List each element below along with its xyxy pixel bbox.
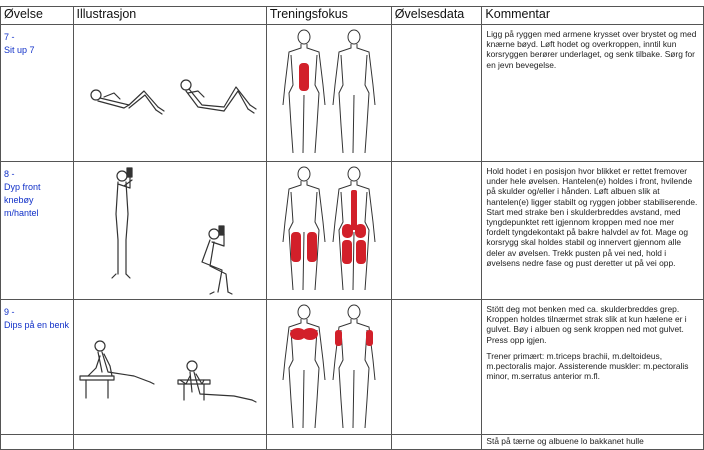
header-exercise: Øvelse: [1, 7, 74, 25]
illustration-cell: [73, 300, 266, 435]
exercise-data-cell: [391, 300, 482, 435]
table-row: [1, 162, 704, 300]
next-row-comment-fragment: Stå på tærne og albuene lo bakkanet hulle: [486, 436, 644, 446]
header-comment: Kommentar: [482, 7, 704, 25]
exercise-number: 9 -: [4, 307, 15, 317]
header-illustration: Illustrasjon: [73, 7, 266, 25]
illustration-cell: [73, 25, 266, 162]
exercise-number: 7 -: [4, 32, 15, 42]
exercise-name: Dips på en benk: [4, 320, 70, 330]
situp-illustration: [74, 25, 266, 161]
table-row-partial: [1, 435, 704, 450]
legs-focus-figure: [267, 162, 391, 299]
exercise-data-cell: [391, 25, 482, 162]
chest-triceps-focus-figure: [267, 300, 391, 434]
comment-text: Ligg på ryggen med armene krysset over brystet og med knærne bøyd. Løft hodet og overkroppen, inntil kun korsryggen berører underlaget, og senk tilbake. Sørg for en jevn bevegelse.: [486, 29, 697, 70]
comment-cell: [482, 162, 704, 300]
illustration-cell: [73, 162, 266, 300]
abdominals-focus-figure: [267, 25, 391, 161]
header-training-focus: Treningsfokus: [266, 7, 391, 25]
table-row: [1, 25, 704, 162]
exercise-number: 8 -: [4, 169, 15, 179]
training-focus-cell: [266, 300, 391, 435]
bench-dips-illustration: [74, 300, 266, 434]
exercise-cell: [1, 300, 74, 435]
exercise-cell: [1, 162, 74, 300]
training-focus-cell: [266, 25, 391, 162]
comment-cell: [482, 25, 704, 162]
table-row: [1, 300, 704, 435]
comment-text: Hold hodet i en posisjon hvor blikket er rettet fremover under hele øvelsen. Hantelen(e) holdes i front, hvilende på skulder og/eller i hånden. Løft albuen slik at hantelen(e) ligger stabilt og ryggen jobber stabiliserende. Start med strake ben i skulderbreddes avstand, med tyngdepunktet rett igjennom kroppen med noe mer fordelt tyngdekontakt på bakre halvdel av fot. Mage og korsrygg skal holdes stabil og innervert gjennom alle deler av øvelsen. Trekk pusten på vei ned, hold i øvelsens nedre fase og pust deretter ut på vei opp.: [486, 166, 698, 268]
exercise-table: [0, 6, 704, 450]
exercise-cell: [1, 25, 74, 162]
exercise-name: Sit up 7: [4, 45, 35, 55]
training-focus-cell: [266, 162, 391, 300]
comment-cell: [482, 300, 704, 435]
front-squat-illustration: [74, 162, 266, 299]
exercise-name: Dyp front knebøy m/hantel: [4, 182, 41, 218]
table-header-row: [1, 7, 704, 25]
header-exercise-data: Øvelsesdata: [391, 7, 482, 25]
comment-muscles-text: Trener primært: m.triceps brachii, m.deltoideus, m.pectoralis major. Assisterende muskler: m.pectoralis minor, m.serratus anterior m.fl.: [486, 350, 689, 382]
exercise-data-cell: [391, 162, 482, 300]
comment-cell: [482, 435, 704, 450]
comment-text: Stött deg mot benken med ca. skulderbreddes grep. Kroppen holdes tilnærmet strak slik at kun hælene er i gulvet. Bøy i albuen og senk kroppen ned mot gulvet. Press opp igjen.: [486, 304, 687, 345]
